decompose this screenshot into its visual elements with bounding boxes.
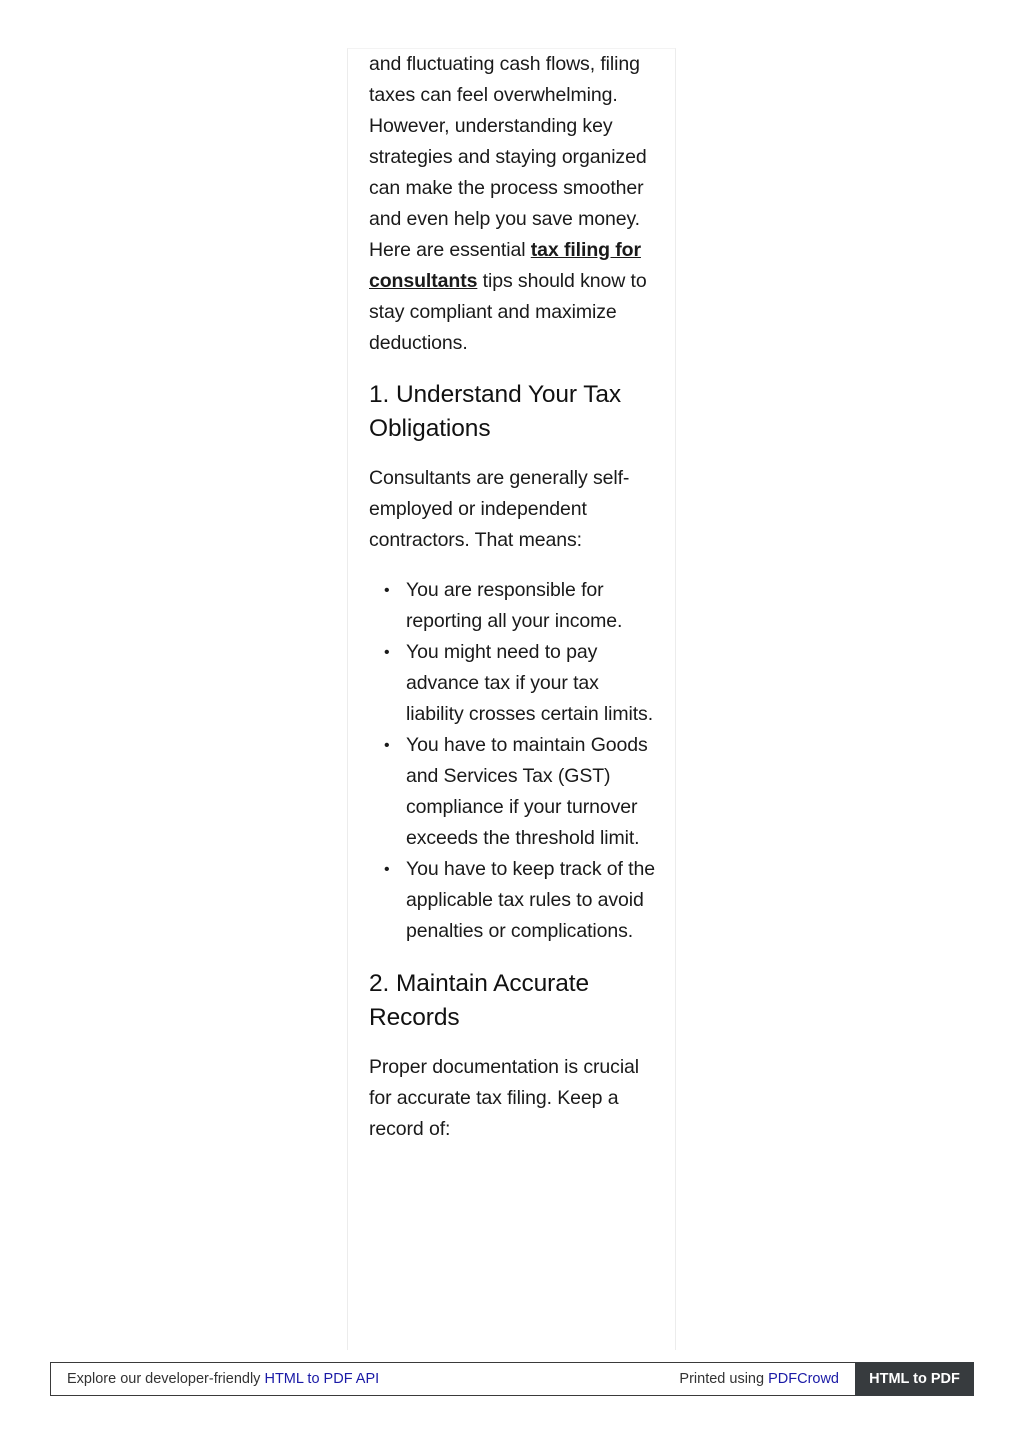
list-item: • You might need to pay advance tax if your tax liability crosses certain limits. — [406, 637, 661, 730]
intro-paragraph — [369, 49, 661, 359]
footer-printed: Printed using PDFCrowd — [679, 1371, 839, 1387]
tax-filing-link[interactable]: tax filing for consultants — [369, 239, 641, 292]
obligations-list — [369, 575, 661, 947]
article-content — [369, 49, 661, 1145]
html-to-pdf-badge[interactable]: HTML to PDF — [855, 1362, 974, 1396]
html-to-pdf-api-link[interactable]: HTML to PDF API — [264, 1371, 380, 1387]
bullet-icon: • — [384, 644, 390, 661]
bullet-icon: • — [384, 861, 390, 878]
pdfcrowd-footer — [50, 1362, 974, 1396]
intro-text: and fluctuating cash flows, filing taxes can feel overwhelming. However, understanding key strategies and staying organized can make the process smoother and even help you save money. Here are essential — [369, 53, 647, 261]
pdfcrowd-link[interactable]: PDFCrowd — [768, 1371, 839, 1387]
section-2-heading: 2. Maintain Accurate Records — [369, 970, 589, 1031]
section-1-paragraph: Consultants are generally self-employed or independent contractors. That means: — [369, 467, 630, 551]
bullet-icon: • — [384, 582, 390, 599]
section-1-heading: 1. Understand Your Tax Obligations — [369, 381, 622, 442]
footer-explore: Explore our developer-friendly HTML to PDF API — [67, 1371, 380, 1387]
article-column — [347, 48, 676, 1350]
intro-tail-text: tips should know to stay compliant and maximize deductions. — [369, 270, 647, 354]
bullet-icon: • — [384, 737, 390, 754]
list-item: • You are responsible for reporting all your income. — [406, 575, 661, 637]
section-2-paragraph: Proper documentation is crucial for accurate tax filing. Keep a record of: — [369, 1056, 640, 1140]
list-item: • You have to keep track of the applicable tax rules to avoid penalties or complications. — [406, 854, 661, 947]
list-item: • You have to maintain Goods and Services Tax (GST) compliance if your turnover exceeds the threshold limit. — [406, 730, 661, 854]
